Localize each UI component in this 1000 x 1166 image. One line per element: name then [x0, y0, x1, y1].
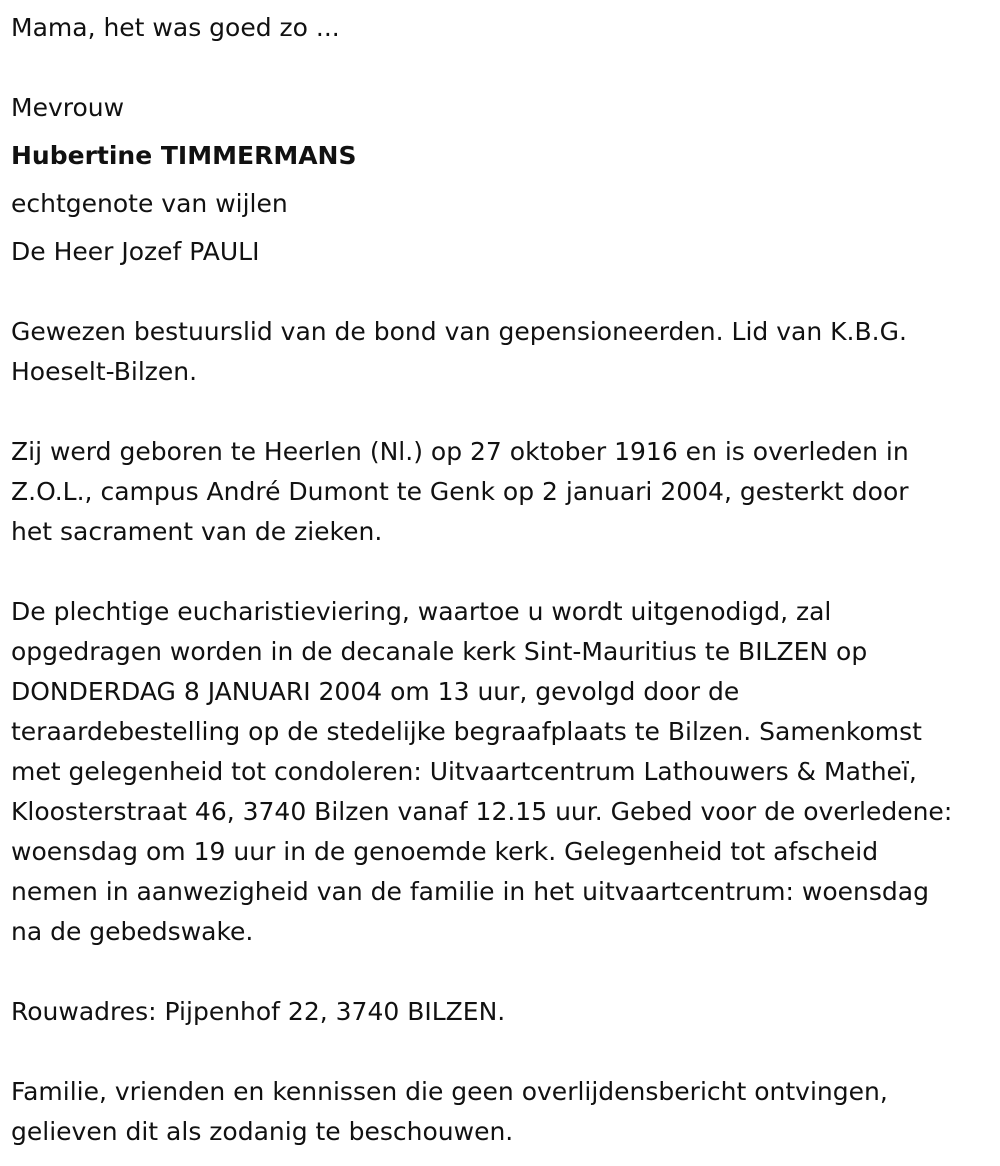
paragraph-line: Rouwadres: Pijpenhof 22, 3740 BILZEN.: [11, 997, 506, 1026]
paragraph-line: DONDERDAG 8 JANUARI 2004 om 13 uur, gevolgd door de: [11, 677, 740, 706]
paragraph-line: Hoeselt-Bilzen.: [11, 357, 198, 386]
obituary-notice: [11, 8, 991, 1152]
paragraph-line: gelieven dit als zodanig te beschouwen.: [11, 1117, 514, 1146]
opening-line: Mama, het was goed zo ...: [11, 13, 340, 42]
paragraph-line: met gelegenheid tot condoleren: Uitvaartcentrum Lathouwers & Matheï,: [11, 757, 917, 786]
paragraph-line: Gewezen bestuurslid van de bond van gepensioneerden. Lid van K.B.G.: [11, 317, 907, 346]
paragraph-line: Z.O.L., campus André Dumont te Genk op 2 januari 2004, gesterkt door: [11, 477, 909, 506]
deceased-title: Mevrouw: [11, 93, 125, 122]
ceremony-paragraph: [11, 592, 991, 952]
paragraph-line: Familie, vrienden en kennissen die geen overlijdensbericht ontvingen,: [11, 1077, 888, 1106]
role-paragraph: [11, 312, 991, 392]
closing-paragraph: [11, 1072, 991, 1152]
paragraph-line: woensdag om 19 uur in de genoemde kerk. Gelegenheid tot afscheid: [11, 837, 879, 866]
paragraph-line: Zij werd geboren te Heerlen (Nl.) op 27 oktober 1916 en is overleden in: [11, 437, 909, 466]
relation-line: echtgenote van wijlen: [11, 189, 288, 218]
paragraph-line: nemen in aanwezigheid van de familie in het uitvaartcentrum: woensdag: [11, 877, 929, 906]
spouse-name: De Heer Jozef PAULI: [11, 237, 260, 266]
paragraph-line: teraardebestelling op de stedelijke begraafplaats te Bilzen. Samenkomst: [11, 717, 922, 746]
deceased-name: Hubertine TIMMERMANS: [11, 141, 357, 170]
paragraph-line: het sacrament van de zieken.: [11, 517, 383, 546]
paragraph-line: Kloosterstraat 46, 3740 Bilzen vanaf 12.15 uur. Gebed voor de overledene:: [11, 797, 953, 826]
address-paragraph: [11, 992, 991, 1032]
paragraph-line: opgedragen worden in de decanale kerk Sint-Mauritius te BILZEN op: [11, 637, 868, 666]
paragraph-line: na de gebedswake.: [11, 917, 254, 946]
paragraph-line: De plechtige eucharistieviering, waartoe u wordt uitgenodigd, zal: [11, 597, 832, 626]
life-paragraph: [11, 432, 991, 552]
